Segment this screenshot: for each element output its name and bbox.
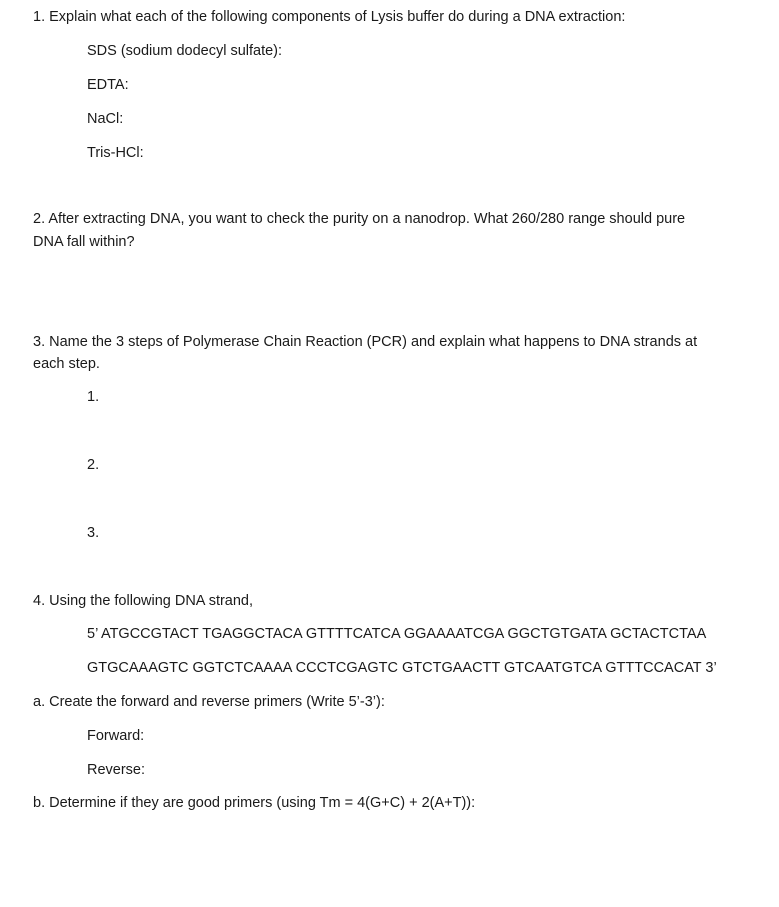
- question-2-prompt-line-1: 2. After extracting DNA, you want to check the purity on a nanodrop. What 260/280 range should pure: [33, 211, 686, 227]
- question-3-prompt-line-1: 3. Name the 3 steps of Polymerase Chain Reaction (PCR) and explain what happens to DNA strands at: [33, 334, 698, 350]
- dna-strand-line-1: 5’ ATGCCGTACT TGAGGCTACA GTTTTCATCA GGAAAATCGA GGCTGTGATA GCTACTCTAA: [87, 626, 707, 642]
- q4-part-b: b. Determine if they are good primers (using Tm = 4(G+C) + 2(A+T)):: [33, 795, 476, 811]
- q1-item-nacl: NaCl:: [87, 111, 124, 127]
- question-2-prompt-line-2: DNA fall within?: [33, 234, 135, 250]
- q3-step-3: 3.: [87, 525, 100, 541]
- q3-step-2: 2.: [87, 457, 100, 473]
- question-1-prompt: 1. Explain what each of the following components of Lysis buffer do during a DNA extraction:: [33, 9, 626, 25]
- question-4-prompt: 4. Using the following DNA strand,: [33, 593, 254, 609]
- q4-part-a: a. Create the forward and reverse primers (Write 5’-3’):: [33, 694, 385, 710]
- q1-item-tris-hcl: Tris-HCl:: [87, 145, 144, 161]
- dna-strand-line-2: GTGCAAAGTC GGTCTCAAAA CCCTCGAGTC GTCTGAACTT GTCAATGTCA GTTTCCACAT 3’: [87, 660, 717, 676]
- q1-item-sds: SDS (sodium dodecyl sulfate):: [87, 43, 283, 59]
- reverse-primer-label: Reverse:: [87, 762, 146, 778]
- forward-primer-label: Forward:: [87, 728, 145, 744]
- question-3-prompt-line-2: each step.: [33, 356, 100, 372]
- q3-step-1: 1.: [87, 389, 100, 405]
- q1-item-edta: EDTA:: [87, 77, 129, 93]
